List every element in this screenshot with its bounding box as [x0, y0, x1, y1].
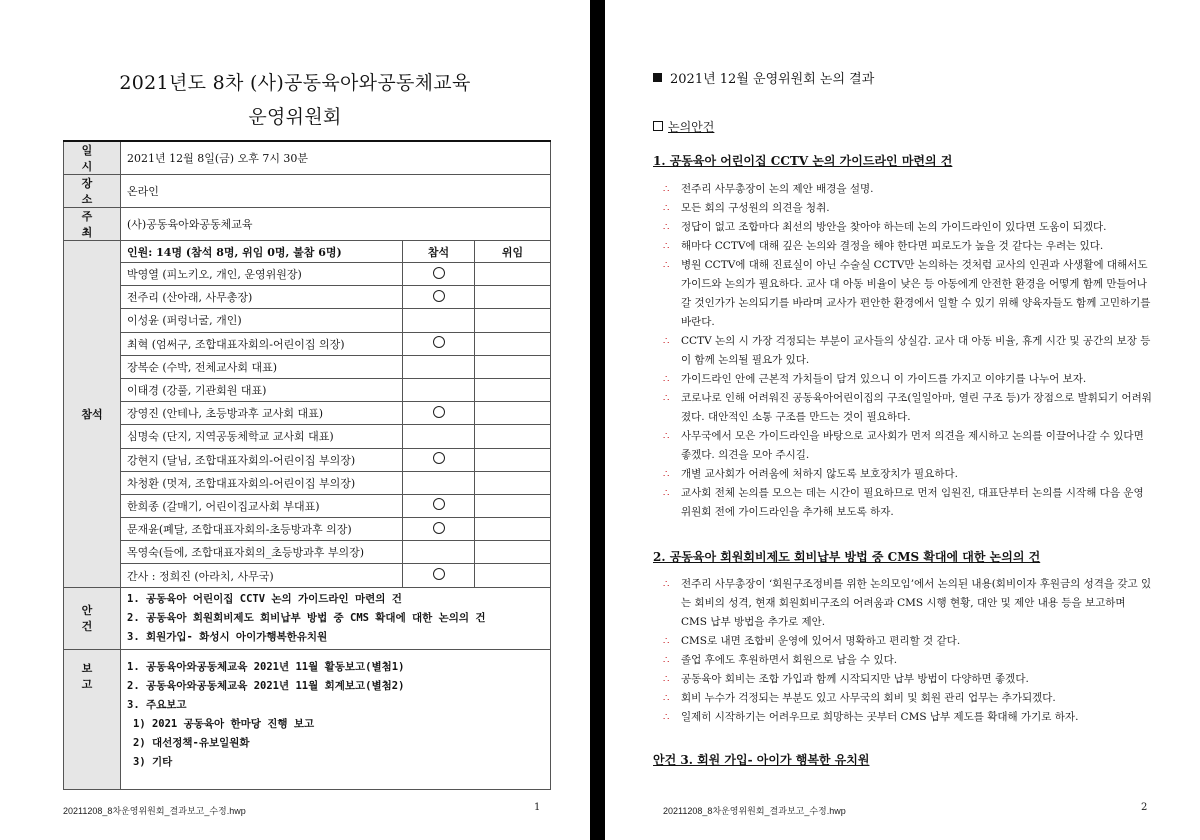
list-item: ∴ 전주리 사무총장이 논의 제안 배경을 설명. [663, 180, 1153, 199]
attend-mark [403, 494, 475, 517]
bullet-icon: ∴ [663, 374, 670, 385]
attend-mark [403, 378, 475, 401]
agenda-subheading: 논의안건 [653, 118, 714, 135]
bullet-icon: ∴ [663, 636, 670, 647]
delegate-mark [475, 518, 551, 541]
list-item: ∴ 코로나로 인해 어려워진 공동육아어린이집의 구조(일일아마, 열린 구조 등)가 장점으로 발휘되기 어려워졌다. 대안적인 소통 구조를 만드는 것이 필요하다. [663, 389, 1153, 427]
attend-mark [403, 471, 475, 494]
attend-mark [403, 541, 475, 564]
attend-mark [403, 309, 475, 332]
footer-filename: 20211208_8차운영위원회_결과보고_수정.hwp [663, 806, 846, 816]
results-heading: 2021년 12월 운영위원회 논의 결과 [653, 68, 874, 87]
doc-title-line1: 2021년도 8차 (사)공동육아와공동체교육 [119, 72, 471, 94]
circle-icon [433, 267, 445, 279]
list-item: ∴ 사무국에서 모은 가이드라인을 바탕으로 교사회가 먼저 의견을 제시하고 논의를 이끌어나갈 수 있다면 좋겠다. 의견을 모아 주시길. [663, 427, 1153, 465]
bullet-icon: ∴ [663, 431, 670, 442]
member-name: 간사 : 정희진 (아라치, 사무국) [121, 564, 403, 587]
list-item: ∴ 공동육아 회비는 조합 가입과 함께 시작되지만 납부 방법이 다양하면 좋겠다. [663, 670, 1153, 689]
meeting-info-table [63, 140, 551, 790]
member-name: 박영열 (피노키오, 개인, 운영위원장) [121, 263, 403, 286]
agenda-label: 안 건 [64, 587, 121, 649]
delegate-mark [475, 402, 551, 425]
list-item: 3. 주요보고 [127, 698, 187, 711]
delegate-mark [475, 309, 551, 332]
delegate-mark [475, 378, 551, 401]
doc-title-line2: 운영위원회 [248, 106, 342, 128]
member-name: 전주리 (산아래, 사무총장) [121, 286, 403, 309]
bullet-icon: ∴ [663, 488, 670, 499]
page-number: 2 [1141, 802, 1148, 813]
delegate-mark [475, 425, 551, 448]
list-item: ∴ CCTV 논의 시 가장 걱정되는 부분이 교사들의 상실감. 교사 대 아동 비율, 휴게 시간 및 공간의 보장 등이 함께 논의될 필요가 있다. [663, 332, 1153, 370]
list-item: ∴ 가이드라인 안에 근본적 가치들이 담겨 있으니 이 가이드를 가지고 이야기를 나누어 보자. [663, 370, 1153, 389]
list-item: ∴ 해마다 CCTV에 대해 깊은 논의와 결정을 해야 한다면 피로도가 높을 것 같다는 우려는 있다. [663, 237, 1153, 256]
member-row [64, 494, 551, 517]
host-label: 주 최 [64, 208, 121, 241]
member-row [64, 448, 551, 471]
member-row [64, 263, 551, 286]
member-name: 이태경 (강풀, 기관회원 대표) [121, 378, 403, 401]
section-2-items [663, 575, 1153, 727]
black-square-icon [653, 73, 662, 82]
delegate-mark [475, 494, 551, 517]
bullet-icon: ∴ [663, 336, 670, 347]
attend-mark [403, 564, 475, 587]
member-row [64, 309, 551, 332]
member-row [64, 541, 551, 564]
bullet-icon: ∴ [663, 469, 670, 480]
circle-icon [433, 522, 445, 534]
delegate-mark [475, 355, 551, 378]
member-row [64, 378, 551, 401]
attendance-summary: 인원: 14명 (참석 8명, 위임 0명, 불참 6명) [121, 241, 403, 263]
list-item: 1. 공동육아 어린이집 CCTV 논의 가이드라인 마련의 건 [127, 592, 402, 605]
member-name: 한희종 (갈매기, 어린이집교사회 부대표) [121, 494, 403, 517]
member-name: 최혁 (엄써구, 조합대표자회의-어린이집 의장) [121, 332, 403, 355]
date-label: 일 시 [64, 141, 121, 175]
bullet-icon: ∴ [663, 693, 670, 704]
member-name: 문재윤(폐달, 조합대표자회의-초등방과후 의장) [121, 518, 403, 541]
bullet-icon: ∴ [663, 203, 670, 214]
member-name: 심명숙 (단지, 지역공동체학교 교사회 대표) [121, 425, 403, 448]
attend-mark [403, 332, 475, 355]
agenda-list [121, 587, 551, 649]
member-row [64, 425, 551, 448]
bullet-icon: ∴ [663, 712, 670, 723]
list-item: ∴ CMS로 내면 조합비 운영에 있어서 명확하고 편리할 것 같다. [663, 632, 1153, 651]
place-value: 온라인 [121, 175, 551, 208]
report-list [121, 649, 551, 789]
bullet-icon: ∴ [663, 393, 670, 404]
circle-icon [433, 568, 445, 580]
footer-filename: 20211208_8차운영위원회_결과보고_수정.hwp [63, 806, 246, 816]
bullet-icon: ∴ [663, 655, 670, 666]
attend-mark [403, 518, 475, 541]
section-2-title: 2. 공동육아 회원회비제도 회비납부 방법 중 CMS 확대에 대한 논의의 건 [653, 550, 1041, 564]
list-item: ∴ 정답이 없고 조합마다 최선의 방안을 찾아야 하는데 논의 가이드라인이 있다면 도움이 되겠다. [663, 218, 1153, 237]
list-item: ∴ 개별 교사회가 어려움에 처하지 않도록 보호장치가 필요하다. [663, 465, 1153, 484]
member-row [64, 564, 551, 587]
attend-mark [403, 425, 475, 448]
delegate-mark [475, 448, 551, 471]
member-row [64, 518, 551, 541]
attend-mark [403, 263, 475, 286]
col-attend-header: 참석 [403, 241, 475, 263]
bullet-icon: ∴ [663, 241, 670, 252]
list-item: ∴ 회비 누수가 걱정되는 부분도 있고 사무국의 회비 및 회원 관리 업무는 추가되겠다. [663, 689, 1153, 708]
attend-mark [403, 355, 475, 378]
delegate-mark [475, 332, 551, 355]
circle-icon [433, 452, 445, 464]
delegate-mark [475, 564, 551, 587]
member-row [64, 355, 551, 378]
document-page-2 [605, 0, 1200, 840]
place-label: 장 소 [64, 175, 121, 208]
delegate-mark [475, 471, 551, 494]
bullet-icon: ∴ [663, 260, 670, 271]
list-item: 3. 회원가입- 화성시 아이가행복한유치원 [127, 630, 328, 643]
report-label: 보 고 [64, 649, 121, 789]
delegate-mark [475, 541, 551, 564]
delegate-mark [475, 286, 551, 309]
member-name: 장복순 (수박, 전체교사회 대표) [121, 355, 403, 378]
bullet-icon: ∴ [663, 184, 670, 195]
member-name: 강현지 (달님, 조합대표자회의-어린이집 부의장) [121, 448, 403, 471]
member-name: 차청환 (멋져, 조합대표자회의-어린이집 부의장) [121, 471, 403, 494]
empty-square-icon [653, 121, 663, 131]
list-item: ∴ 병원 CCTV에 대해 진료실이 아닌 수술실 CCTV만 논의하는 것처럼 교사의 인권과 사생활에 대해서도 가이드와 논의가 필요하다. 교사 대 아동 비율이 낮은 등 아동에게 안전한 환경을 어떻게 함께 만들어나갈 것인가가 논의되기를 바라며 교사가 편안한 환경에서 일할 수 있기 위해 양육자들도 함께 고민하기를 바란다. [663, 256, 1153, 332]
list-item: ∴ 졸업 후에도 후원하면서 회원으로 남을 수 있다. [663, 651, 1153, 670]
list-item: 2. 공동육아 회원회비제도 회비납부 방법 중 CMS 확대에 대한 논의의 건 [127, 611, 486, 624]
section-3-title: 안건 3. 회원 가입- 아이가 행복한 유치원 [653, 753, 870, 767]
page-number: 1 [534, 802, 541, 813]
list-item: ∴ 전주리 사무총장이 ‘회원구조정비를 위한 논의모임’에서 논의된 내용(회비이자 후원금의 성격을 갖고 있는 회비의 성격, 현재 회원회비구조의 어려움과 CMS 시행 현황, 대안 및 제안 내용 등을 보고하며 CMS 납부 방법을 추가로 제안. [663, 575, 1153, 632]
circle-icon [433, 336, 445, 348]
document-page-1 [0, 0, 590, 840]
attend-mark [403, 402, 475, 425]
list-item: ∴ 일제히 시작하기는 어려우므로 희망하는 곳부터 CMS 납부 제도를 확대해 가기로 하자. [663, 708, 1153, 727]
list-item: 1. 공동육아와공동체교육 2021년 11월 활동보고(별첨1) [127, 660, 405, 673]
bullet-icon: ∴ [663, 222, 670, 233]
circle-icon [433, 406, 445, 418]
host-value: (사)공동육아와공동체교육 [121, 208, 551, 241]
circle-icon [433, 290, 445, 302]
section-1-items [663, 180, 1153, 522]
member-row [64, 332, 551, 355]
section-1-title: 1. 공동육아 어린이집 CCTV 논의 가이드라인 마련의 건 [653, 154, 953, 168]
attendance-label: 참석 [64, 241, 121, 588]
list-item: 1) 2021 공동육아 한마당 진행 보고 [133, 717, 315, 730]
member-name: 목영숙(들에, 조합대표자회의_초등방과후 부의장) [121, 541, 403, 564]
col-delegate-header: 위임 [475, 241, 551, 263]
attend-mark [403, 286, 475, 309]
member-row [64, 471, 551, 494]
attend-mark [403, 448, 475, 471]
member-name: 이성윤 (퍼렁너굴, 개인) [121, 309, 403, 332]
delegate-mark [475, 263, 551, 286]
bullet-icon: ∴ [663, 579, 670, 590]
list-item: 2. 공동육아와공동체교육 2021년 11월 회계보고(별첨2) [127, 679, 405, 692]
bullet-icon: ∴ [663, 674, 670, 685]
list-item: ∴ 모든 회의 구성원의 의견을 청취. [663, 199, 1153, 218]
member-name: 장영진 (안테나, 초등방과후 교사회 대표) [121, 402, 403, 425]
date-value: 2021년 12월 8일(금) 오후 7시 30분 [121, 141, 551, 175]
list-item: 2) 대선정책-유보일원화 [133, 736, 250, 749]
member-row [64, 402, 551, 425]
circle-icon [433, 498, 445, 510]
list-item: ∴ 교사회 전체 논의를 모으는 데는 시간이 필요하므로 먼저 임원진, 대표단부터 논의를 시작해 다음 운영위원회 전에 가이드라인을 추가해 보도록 하자. [663, 484, 1153, 522]
list-item: 3) 기타 [133, 755, 173, 768]
member-row [64, 286, 551, 309]
